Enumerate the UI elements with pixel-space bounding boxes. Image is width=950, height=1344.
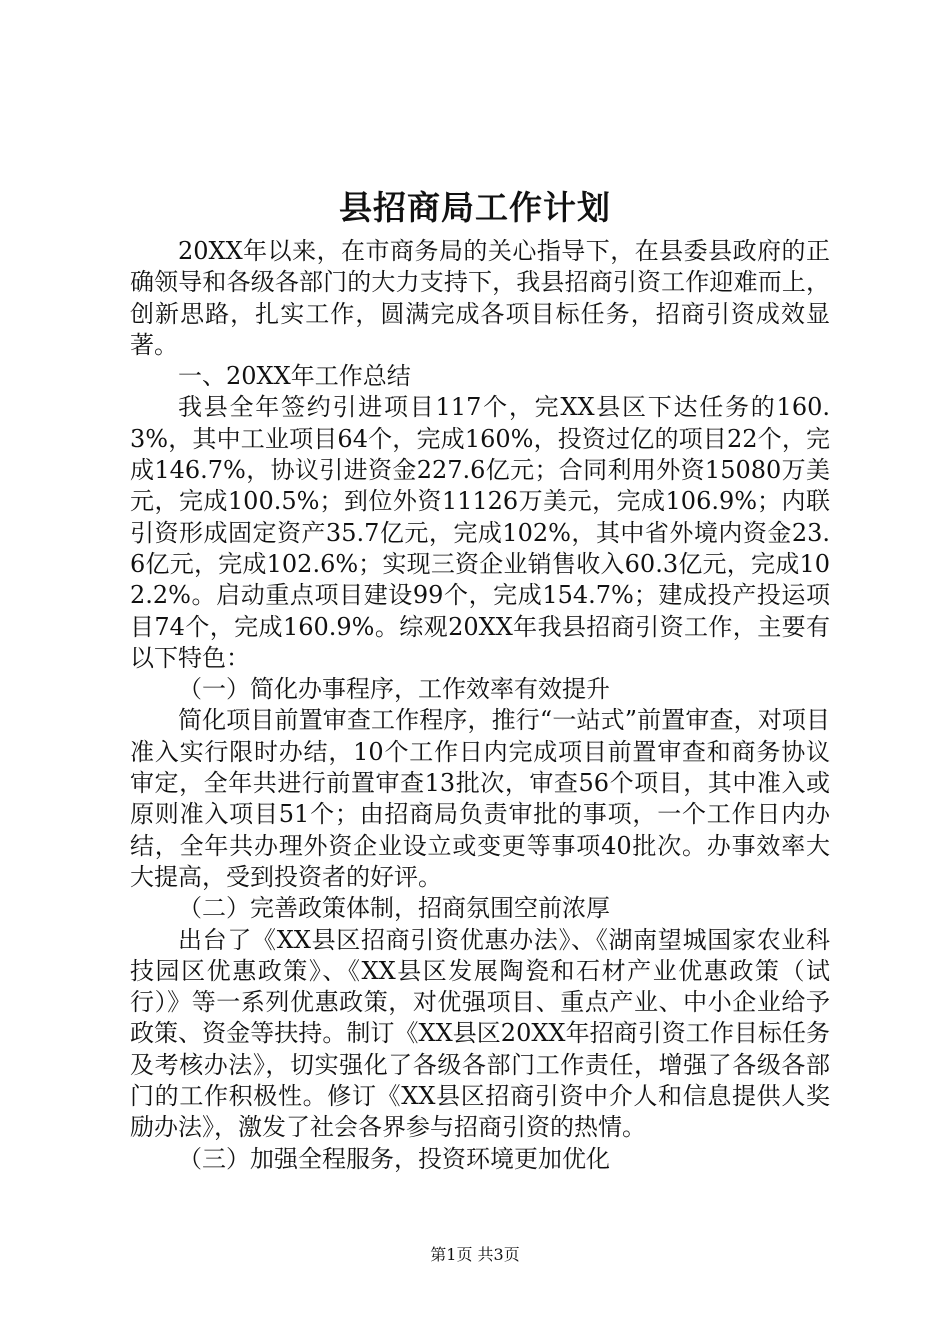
section-heading-summary: 一、20XX年工作总结 xyxy=(178,362,411,391)
document-body xyxy=(130,236,830,1175)
subsection-heading-3: （三）加强全程服务，投资环境更加优化 xyxy=(178,1144,610,1173)
page-number-footer: 第1页 共3页 xyxy=(430,1245,520,1264)
subsection-heading-1: （一）简化办事程序，工作效率有效提升 xyxy=(178,675,610,704)
document-title: 县招商局工作计划 xyxy=(339,188,611,227)
summary-paragraph: 我县全年签约引进项目117个，完XX县区下达任务的160.3%，其中工业项目64个，完成160%，投资过亿的项目22个，完成146.7%，协议引进资金227.6亿元；合同利用外资15080万美元，完成100.5%；到位外资11126万美元，完成106.9%；内联引资形成固定资产35.7亿元，完成102%，其中省外境内资金23.6亿元，完成102.6%；实现三资企业销售收入60.3亿元，完成102.2%。启动重点项目建设99个，完成154.7%；建成投产投运项目74个，完成160.9%。综观20XX年我县招商引资工作，主要有以下特色： xyxy=(130,393,830,672)
intro-paragraph: 20XX年以来，在市商务局的关心指导下，在县委县政府的正确领导和各级各部门的大力支持下，我县招商引资工作迎难而上，创新思路，扎实工作，圆满完成各项目标任务，招商引资成效显著。 xyxy=(130,237,830,359)
subsection-paragraph-1: 简化项目前置审查工作程序，推行“一站式”前置审查，对项目准入实行限时办结，10个工作日内完成项目前置审查和商务协议审定，全年共进行前置审查13批次，审查56个项目，其中准入或原则准入项目51个；由招商局负责审批的事项，一个工作日内办结，全年共办理外资企业设立或变更等事项40批次。办事效率大大提高，受到投资者的好评。 xyxy=(130,706,830,891)
subsection-paragraph-2: 出台了《XX县区招商引资优惠办法》、《湖南望城国家农业科技园区优惠政策》、《XX县区发展陶瓷和石材产业优惠政策（试行）》等一系列优惠政策，对优强项目、重点产业、中小企业给予政策、资金等扶持。制订《XX县区20XX年招商引资工作目标任务及考核办法》，切实强化了各级各部门工作责任，增强了各级各部门的工作积极性。修订《XX县区招商引资中介人和信息提供人奖励办法》，激发了社会各界参与招商引资的热情。 xyxy=(130,925,830,1142)
subsection-heading-2: （二）完善政策体制，招商氛围空前浓厚 xyxy=(178,894,610,923)
